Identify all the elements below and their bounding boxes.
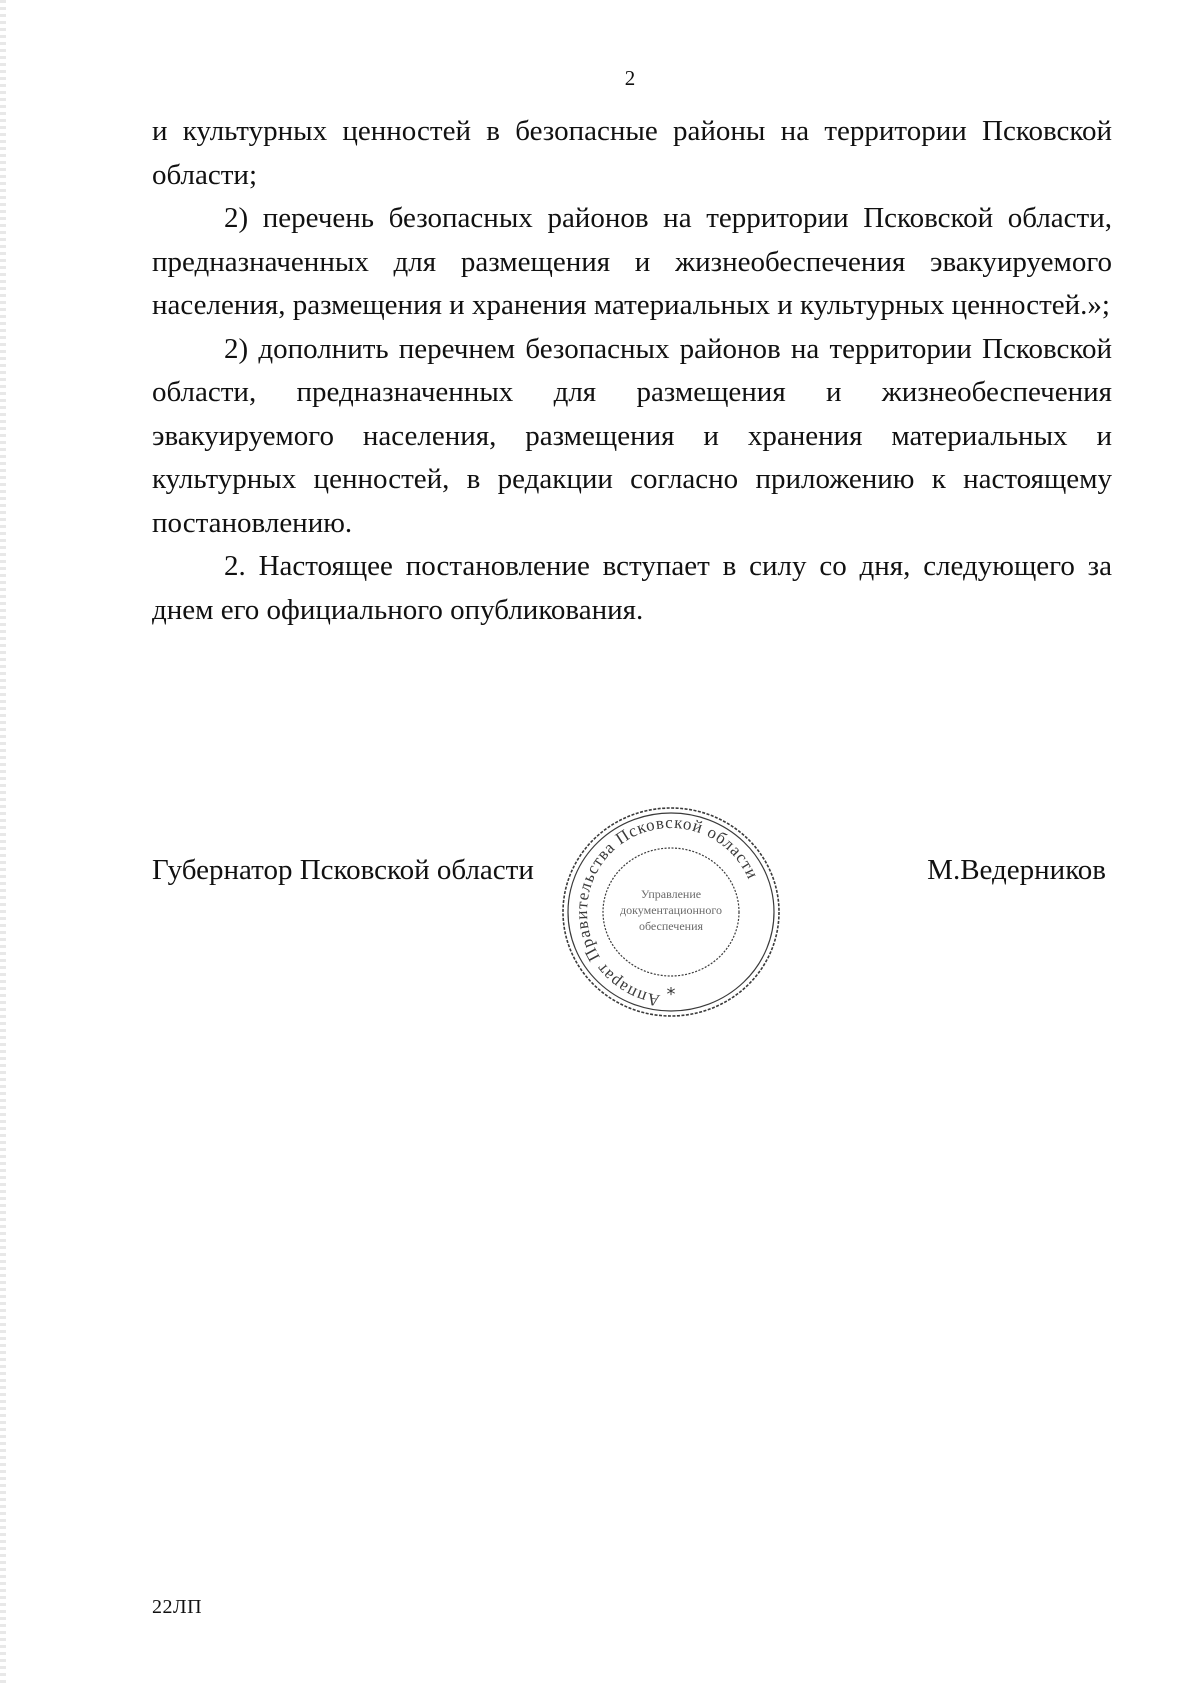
seal-inner-line-1: Управление: [640, 887, 702, 901]
paragraph-continuation: и культурных ценностей в безопасные районы на территории Псковской области;: [152, 115, 1112, 191]
paragraph-effective-date: 2. Настоящее постановление вступает в силу со дня, следующего за днем его официального опубликования.: [152, 550, 1112, 626]
signer-title: Губернатор Псковской области: [152, 854, 534, 886]
official-seal-stamp: [556, 800, 786, 1025]
document-body: [152, 110, 1112, 632]
document-code: 22ЛП: [152, 1596, 203, 1618]
seal-inner-line-2: документационного: [620, 903, 722, 917]
seal-inner-line-3: обеспечения: [638, 919, 704, 933]
seal-outer-text: Аппарат Правительства Псковской области: [571, 812, 763, 1011]
paragraph-amendment-2: 2) дополнить перечнем безопасных районов на территории Псковской области, предназначенных для размещения и жизнеобеспечения эвакуируемого населения, размещения и хранения материальных и культурных ценностей, в редакции согласно приложению к настоящему постановлению.: [152, 332, 1112, 539]
seal-star-icon: *: [666, 984, 676, 1005]
page-number: 2: [624, 66, 636, 90]
paragraph-list-item-2: 2) перечень безопасных районов на территории Псковской области, предназначенных для размещения и жизнеобеспечения эвакуируемого населения, размещения и хранения материальных и культурных ценностей.»;: [152, 202, 1112, 321]
signer-name: М.Ведерников: [927, 854, 1106, 886]
scan-edge-decoration: [0, 0, 6, 1686]
